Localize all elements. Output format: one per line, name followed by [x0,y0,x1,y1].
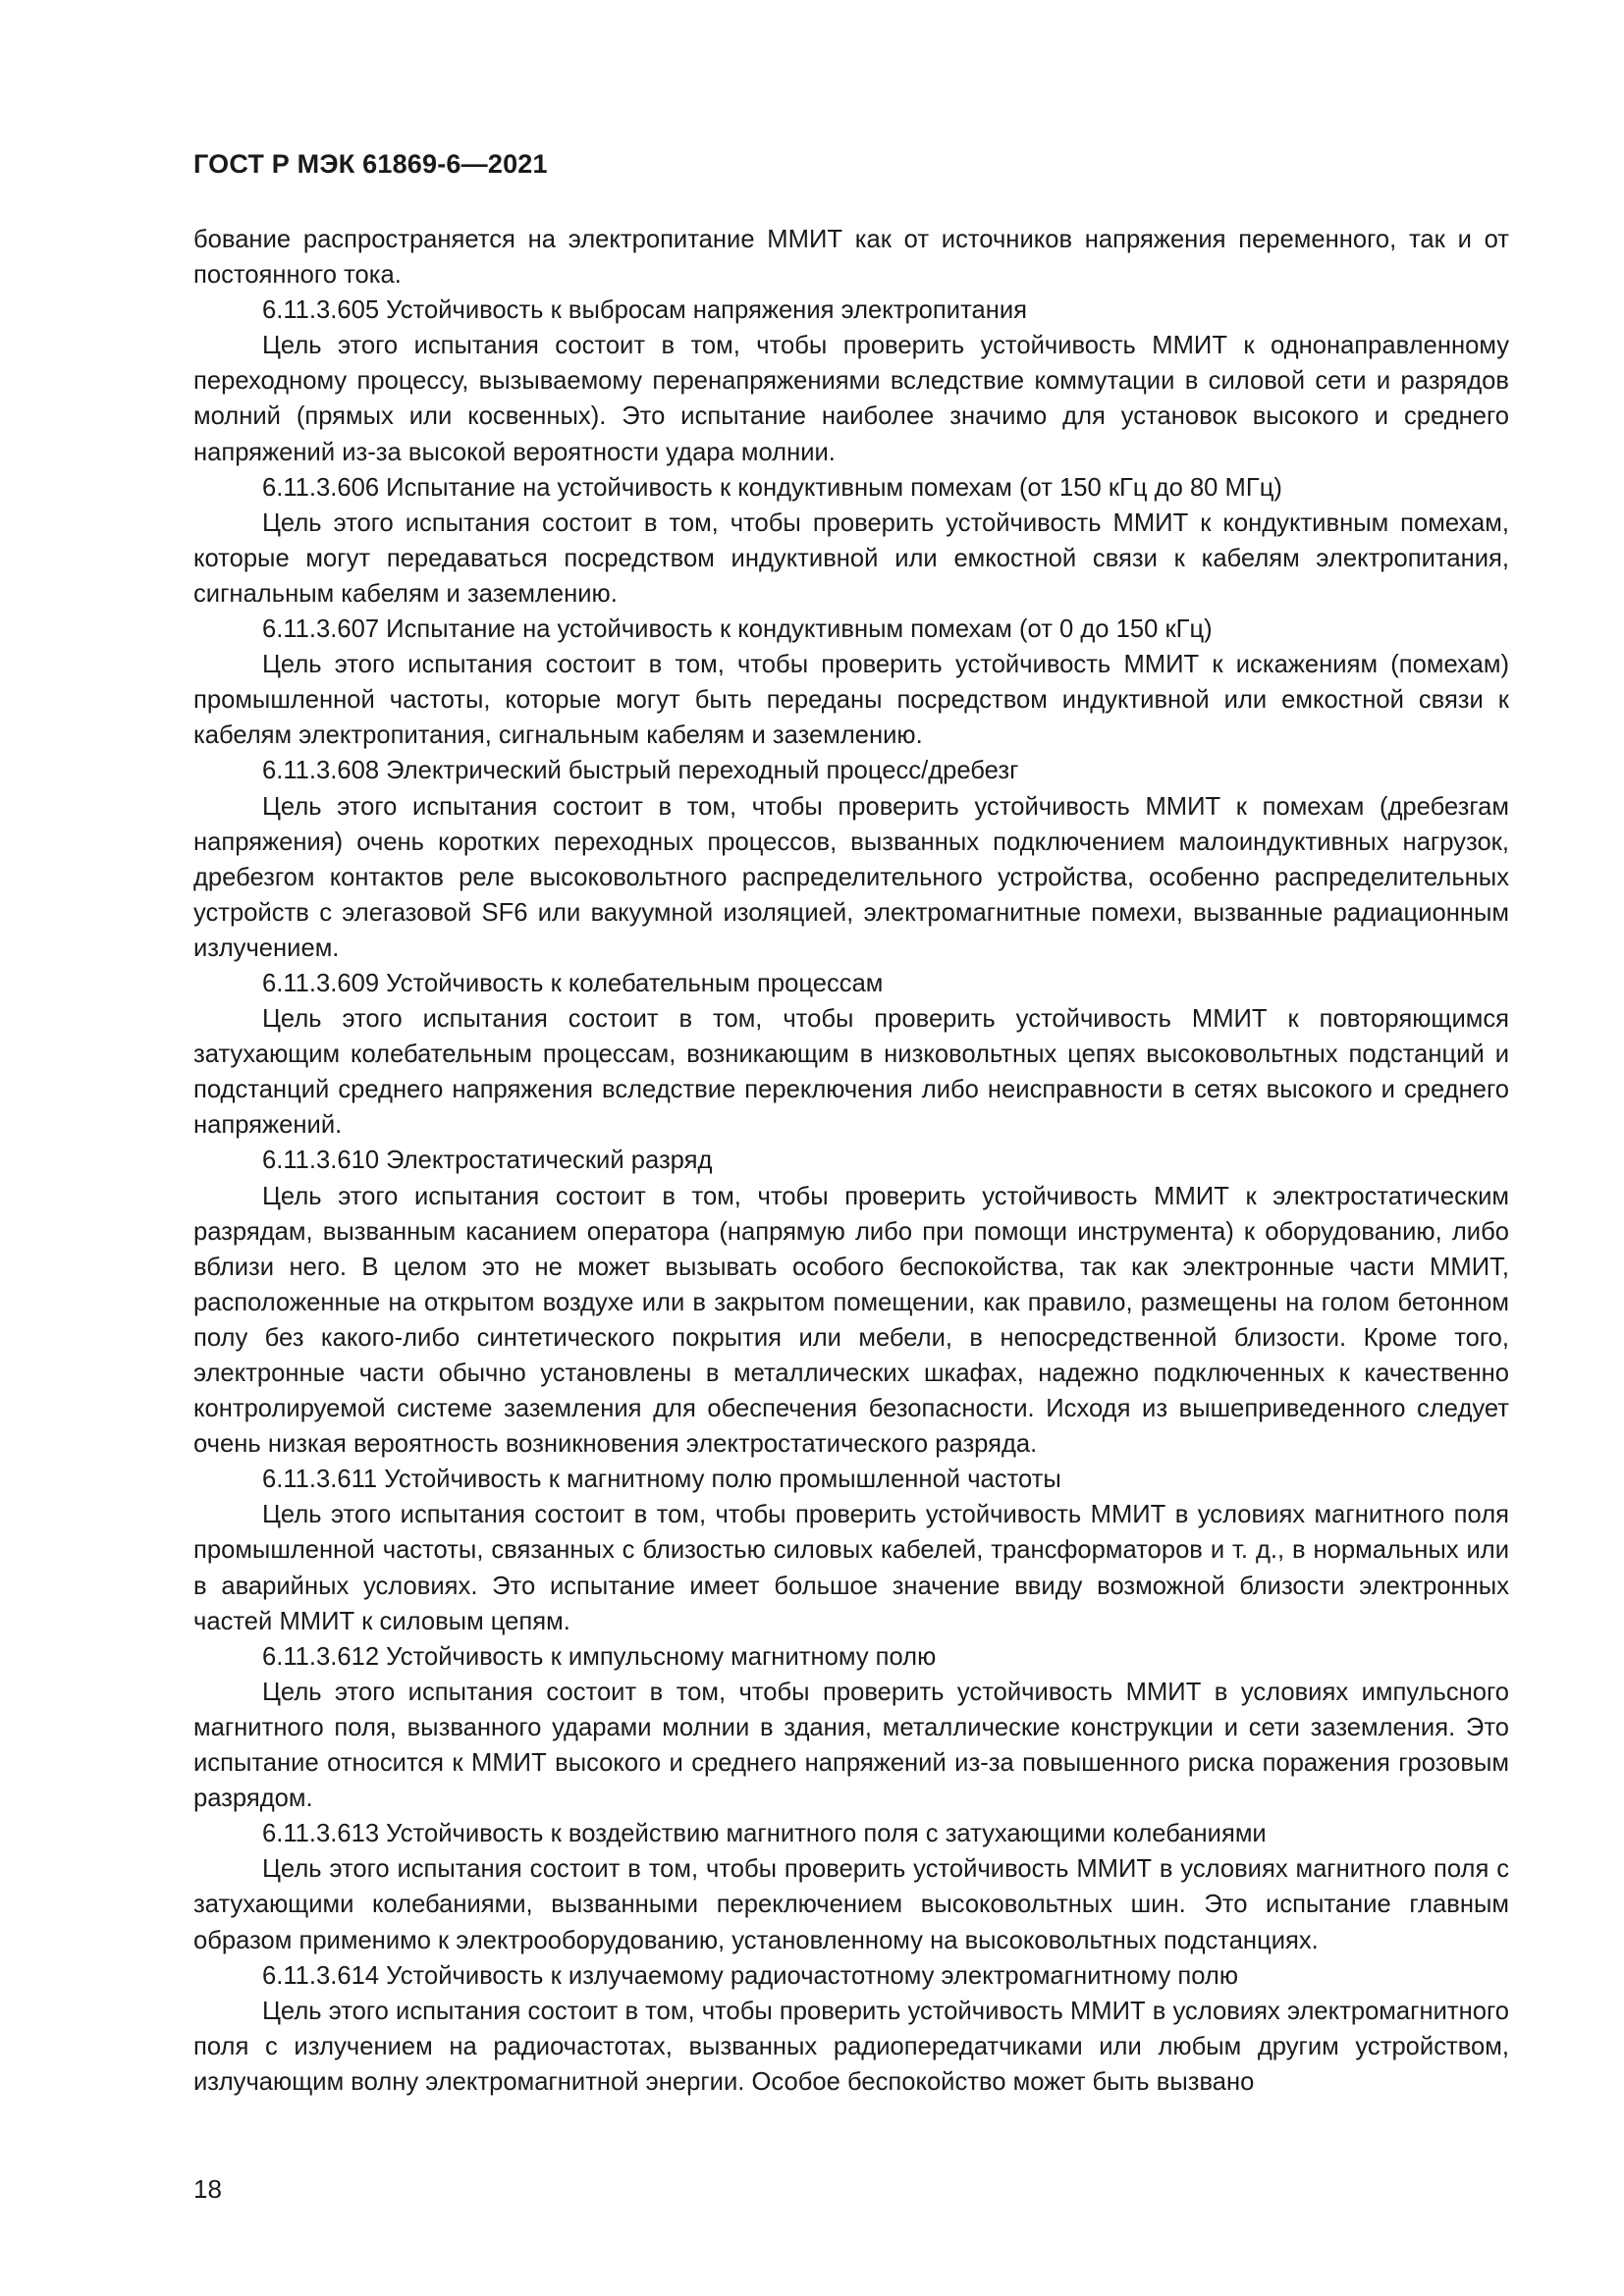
section-605 [193,293,1509,469]
section-body: Цель этого испытания состоит в том, чтобы проверить устойчивость ММИТ к искажениям (помехам) промышленной частоты, которые могут быть переданы посредством индуктивной или емкостной связи к кабелям электропитания, сигнальным кабелям и заземлению. [193,651,1509,750]
section-body: Цель этого испытания состоит в том, чтобы проверить устойчивость ММИТ к повторяющимся затухающим колебательным процессам, возникающим в низковольтных цепях высоковольтных подстанций и подстанций среднего напряжения вследствие переключения либо неисправности в сетях высокого и среднего напряжений. [193,1005,1509,1140]
section-heading: 6.11.3.614 Устойчивость к излучаемому радиочастотному электромагнитному полю [262,1961,1239,1990]
section-607 [193,612,1509,753]
section-body: Цель этого испытания состоит в том, чтобы проверить устойчивость ММИТ к помехам (дребезгам напряжения) очень коротких переходных процессов, вызванных подключением малоиндуктивных нагрузок, дребезгом контактов реле высоковольтного распределительного устройства, особенно распределительных устройств с элегазовой SF6 или вакуумной изоляцией, электромагнитные помехи, вызванные радиационным излучением. [193,792,1509,962]
section-606 [193,470,1509,612]
section-heading: 6.11.3.609 Устойчивость к колебательным процессам [262,969,884,997]
section-611 [193,1462,1509,1638]
section-613 [193,1816,1509,1957]
section-612 [193,1639,1509,1816]
section-heading: 6.11.3.610 Электростатический разряд [262,1147,713,1175]
section-heading: 6.11.3.606 Испытание на устойчивость к кондуктивным помехам (от 150 кГц до 80 МГц) [262,473,1282,502]
section-614 [193,1958,1509,2100]
section-body: Цель этого испытания состоит в том, чтобы проверить устойчивость ММИТ в условиях импульсного магнитного поля, вызванного ударами молнии в здания, металлические конструкции и сети заземления. Это испытание относится к ММИТ высокого и среднего напряжений из-за повышенного риска поражения грозовым разрядом. [193,1678,1509,1813]
section-610 [193,1143,1509,1462]
section-body: Цель этого испытания состоит в том, чтобы проверить устойчивость ММИТ к кондуктивным помехам, которые могут передаваться посредством индуктивной или емкостной связи к кабелям электропитания, сигнальным кабелям и заземлению. [193,508,1509,608]
section-heading: 6.11.3.605 Устойчивость к выбросам напряжения электропитания [262,296,1028,325]
document-header: ГОСТ Р МЭК 61869-6—2021 [193,149,548,179]
section-body: Цель этого испытания состоит в том, чтобы проверить устойчивость ММИТ к однонаправленному переходному процессу, вызываемому перенапряжениями вследствие коммутации в силовой сети и разрядов молний (прямых или косвенных). Это испытание наиболее значимо для установок высокого и среднего напряжений из-за высокой вероятности удара молнии. [193,332,1509,466]
page-number: 18 [193,2174,222,2204]
page-content [193,222,1509,2100]
section-heading: 6.11.3.613 Устойчивость к воздействию магнитного поля с затухающими колебаниями [262,1820,1267,1848]
section-608 [193,753,1509,966]
section-body: Цель этого испытания состоит в том, чтобы проверить устойчивость ММИТ в условиях магнитного поля промышленной частоты, связанных с близостью силовых кабелей, трансформаторов и т. д., в нормальных или в аварийных условиях. Это испытание имеет большое значение ввиду возможной близости электронных частей ММИТ к силовым цепям. [193,1501,1509,1635]
continuation-paragraph: бование распространяется на электропитание ММИТ как от источников напряжения переменного, так и от постоянного тока. [193,226,1509,290]
section-heading: 6.11.3.612 Устойчивость к импульсному магнитному полю [262,1642,937,1671]
section-heading: 6.11.3.611 Устойчивость к магнитному полю промышленной частоты [262,1466,1061,1494]
section-body: Цель этого испытания состоит в том, чтобы проверить устойчивость ММИТ в условиях электромагнитного поля с излучением на радиочастотах, вызванных радиопередатчиками или любым другим устройством, излучающим волну электромагнитной энергии. Особое беспокойство может быть вызвано [193,1997,1509,2096]
section-609 [193,966,1509,1143]
section-body: Цель этого испытания состоит в том, чтобы проверить устойчивость ММИТ к электростатическим разрядам, вызванным касанием оператора (напрямую либо при помощи инструмента) к оборудованию, либо вблизи него. В целом это не может вызывать особого беспокойства, так как электронные части ММИТ, расположенные на открытом воздухе или в закрытом помещении, как правило, размещены на голом бетонном полу без какого-либо синтетического покрытия или мебели, в непосредственной близости. Кроме того, электронные части обычно установлены в металлических шкафах, надежно подключенных к качественно контролируемой системе заземления для обеспечения безопасности. Исходя из вышеприведенного следует очень низкая вероятность возникновения электростатического разряда. [193,1182,1509,1459]
section-heading: 6.11.3.607 Испытание на устойчивость к кондуктивным помехам (от 0 до 150 кГц) [262,615,1213,644]
section-body: Цель этого испытания состоит в том, чтобы проверить устойчивость ММИТ в условиях магнитного поля с затухающими колебаниями, вызванными переключением высоковольтных шин. Это испытание главным образом применимо к электрооборудованию, установленному на высоковольтных подстанциях. [193,1855,1509,1954]
section-heading: 6.11.3.608 Электрический быстрый переходный процесс/дребезг [262,757,1019,785]
